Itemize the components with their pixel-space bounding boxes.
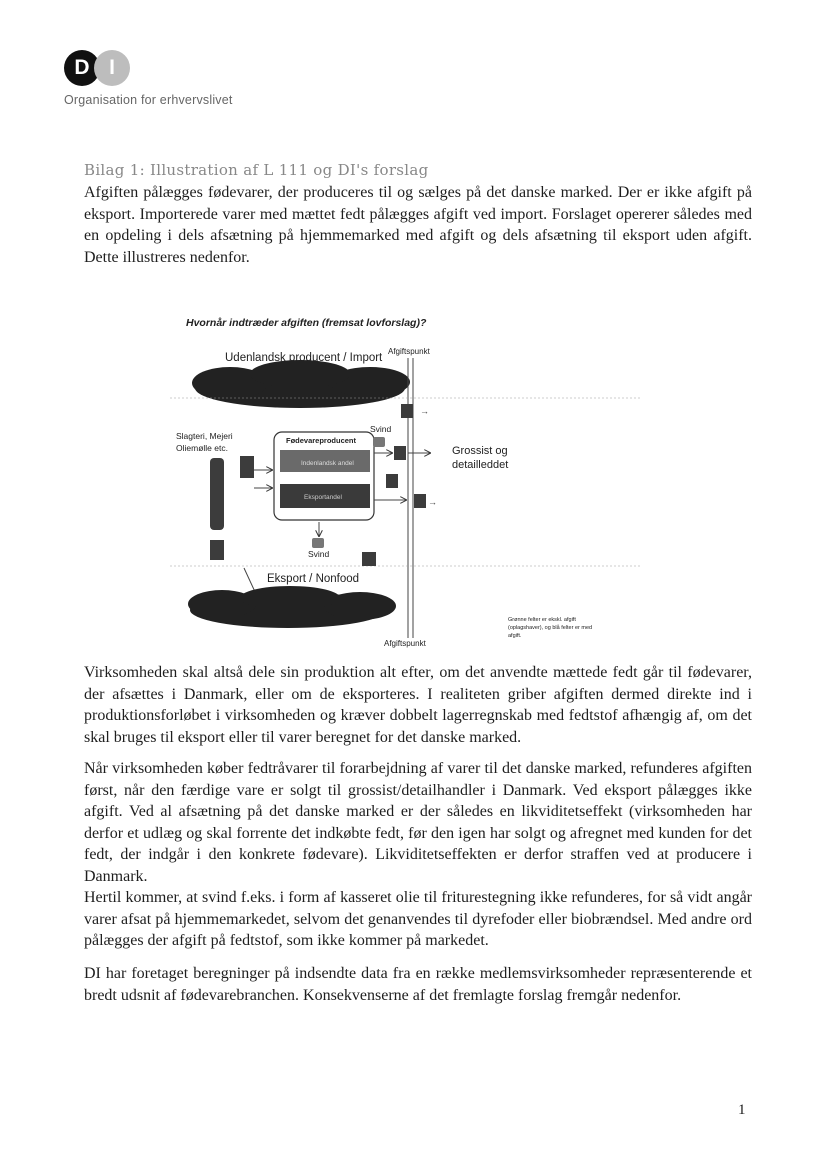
waste-top-icon (373, 437, 385, 447)
export-label: Eksport / Nonfood (267, 573, 360, 585)
wholesale-line2: detailleddet (452, 459, 509, 471)
export-cloud (188, 586, 396, 628)
supplier-line2: Oliemølle etc. (176, 443, 228, 453)
export-barrel-icon (362, 552, 376, 566)
legend-line1: Grønne felter er ekskl. afgift (508, 617, 576, 623)
supplier-silo-icon (210, 458, 224, 530)
supplier-barrel-icon (240, 456, 254, 478)
waste-top-label: Svind (370, 424, 392, 434)
legend-line2: (oplagshaver), og blå felter er med (508, 625, 593, 631)
import-barrel-icon (401, 404, 413, 418)
paragraph-production: Virksomheden skal altså dele sin produktion alt efter, om det anvendte mættede fedt går til fødevarer, der afsættes i Danmark, eller om de eksporteres. I realiteten griber afgiften dermed direkte ind i produktionsforløbet i virksomheden og kræver dobbelt lagerregnskab med fedtstof afhængig af, om det skal bruges til eksport eller til varer beregnet for det danske marked. (84, 664, 752, 746)
tagline: Organisation for erhvervslivet (64, 93, 233, 107)
section-heading: Bilag 1: Illustration af L 111 og DI's forslag (84, 161, 429, 179)
paragraph-waste: Hertil kommer, at svind f.eks. i form af kasseret olie til friturestegning ikke refunderes, for så vidt angår varer afsat på hjemmemarkedet, selvom det genanvendes til dyrefoder eller biobrændsel. Med andre ord pålægges der afgift på fedtstof, som ikke kommer på markedet. (84, 889, 752, 949)
export-share-label: Eksportandel (304, 494, 342, 501)
import-cloud (192, 360, 410, 408)
logo-i-circle: I (94, 50, 130, 86)
supplier-line1: Slagteri, Mejeri (176, 431, 233, 441)
paragraph-calculations: DI har foretaget beregninger på indsendte data fra en række medlemsvirksomheder repræsenterende et bredt udsnit af fødevarebranchen. Konsekvenserne af det fremlagte forslag fremgår nedenfor. (84, 965, 752, 1004)
di-logo (64, 50, 154, 90)
waste-bottom-icon (312, 538, 324, 548)
page-number: 1 (738, 1102, 746, 1118)
legend-line3: afgift. (508, 633, 522, 639)
domestic-share-label: Indenlandsk andel (301, 460, 354, 467)
svg-text:→: → (428, 497, 437, 507)
producer-label: Fødevareproducent (286, 436, 357, 445)
output-barrel-mid (386, 474, 398, 488)
checkpoint-bottom-label: Afgiftspunkt (384, 639, 426, 648)
logo-d-circle: D (64, 50, 100, 86)
waste-bottom-label: Svind (308, 549, 330, 559)
diagram-title: Hvornår indtræder afgiften (fremsat lovforslag)? (186, 317, 427, 329)
svg-text:→: → (420, 406, 429, 416)
supplier-barrel-bottom (210, 540, 224, 560)
paragraph-refund: Når virksomheden køber fedtråvarer til forarbejdning af varer til det danske marked, refunderes afgiften først, når den færdige vare er solgt til grossist/detailhandler i Danmark. Ved eksport pålægges ikke afgift. Ved al afsætning på det danske marked er der således en likviditetseffekt (virksomheden har derfor et udlæg og skal forrente det indkøbte fedt, før den igen har solgt og afregnet med kunden for det fedt, der indgår i den konkrete fødevare). Likviditetseffekten er derfor straffen ved at producere i Danmark. (84, 760, 752, 885)
output-barrel-top (394, 446, 406, 460)
wholesale-line1: Grossist og (452, 445, 508, 457)
paragraph-intro: Afgiften pålægges fødevarer, der produceres til og sælges på det danske marked. Der er ikke afgift på eksport. Importerede varer med mættet fedt pålægges afgift ved import. Forslaget opererer således med en opdeling i dels afsætning på hjemmemarked med afgift og dels afsætning til eksport uden afgift. Dette illustreres nedenfor. (84, 184, 752, 266)
checkpoint-top-label: Afgiftspunkt (388, 347, 430, 356)
tax-flow-diagram (160, 308, 660, 653)
import-label: Udenlandsk producent / Import (225, 352, 383, 364)
output-barrel-right (414, 494, 426, 508)
